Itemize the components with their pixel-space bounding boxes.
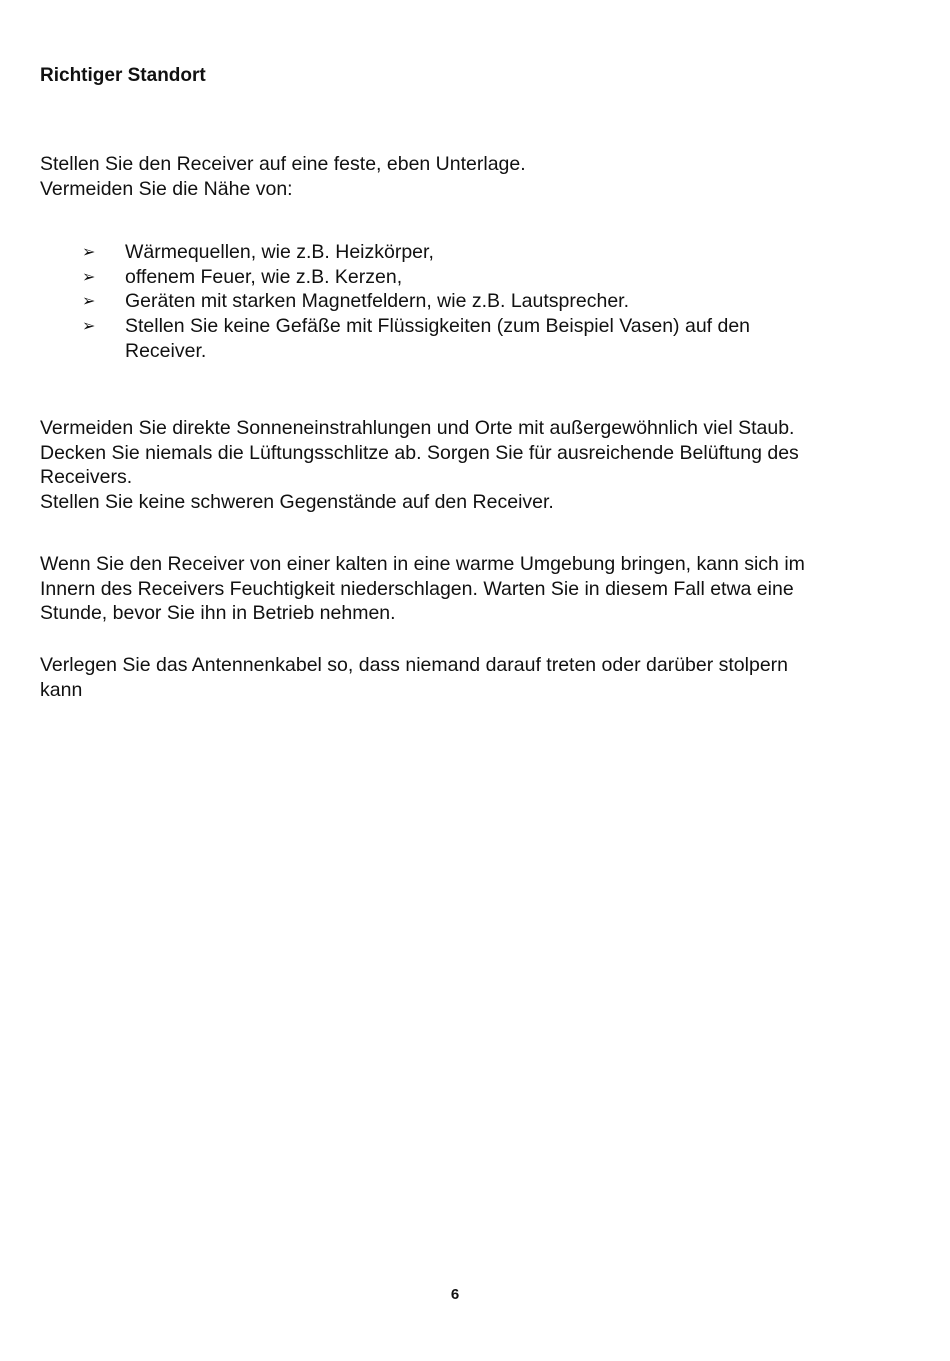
list-item-text: Geräten mit starken Magnetfeldern, wie z.B. Lautsprecher. [125,290,630,313]
arrowhead-bullet-icon: ➢ [82,242,96,261]
sunlight-paragraph [40,416,900,515]
section-heading: Richtiger Standort [40,65,206,86]
list-item-text: Stellen Sie keine Gefäße mit Flüssigkeiten (zum Beispiel Vasen) auf den [125,315,751,338]
arrowhead-bullet-icon: ➢ [82,316,96,336]
list-item [82,289,902,314]
paragraph-line: Receivers. [40,466,133,489]
paragraph-line: Stellen Sie keine schweren Gegenstände auf den Receiver. [40,491,554,514]
list-item [82,265,902,290]
arrowhead-bullet-icon: ➢ [82,266,96,286]
intro-paragraph [40,152,900,201]
intro-line: Vermeiden Sie die Nähe von: [40,177,293,200]
list-item-text: offenem Feuer, wie z.B. Kerzen, [125,265,403,288]
paragraph-line: kann [40,678,83,701]
arrowhead-bullet-icon: ➢ [82,291,96,311]
paragraph-line: Innern des Receivers Feuchtigkeit niederschlagen. Warten Sie in diesem Fall etwa eine [40,577,794,600]
paragraph-line: Stunde, bevor Sie ihn in Betrieb nehmen. [40,602,396,625]
antenna-cable-paragraph [40,653,900,702]
paragraph-line: Vermeiden Sie direkte Sonneneinstrahlungen und Orte mit außergewöhnlich viel Staub. [40,417,795,439]
page-number-text: 6 [450,1286,460,1303]
avoid-list [82,240,902,364]
paragraph-line: Verlegen Sie das Antennenkabel so, dass niemand darauf treten oder darüber stolpern [40,654,789,676]
list-item [82,314,902,363]
paragraph-line: Wenn Sie den Receiver von einer kalten in eine warme Umgebung bringen, kann sich im [40,553,805,575]
list-item-text: Wärmequellen, wie z.B. Heizkörper, [125,241,434,263]
list-item [82,240,902,265]
page-number [0,1286,910,1303]
condensation-paragraph [40,552,900,626]
paragraph-line: Decken Sie niemals die Lüftungsschlitze ab. Sorgen Sie für ausreichende Belüftung des [40,441,799,464]
list-item-text: Receiver. [125,339,207,362]
intro-line: Stellen Sie den Receiver auf eine feste, eben Unterlage. [40,153,526,175]
